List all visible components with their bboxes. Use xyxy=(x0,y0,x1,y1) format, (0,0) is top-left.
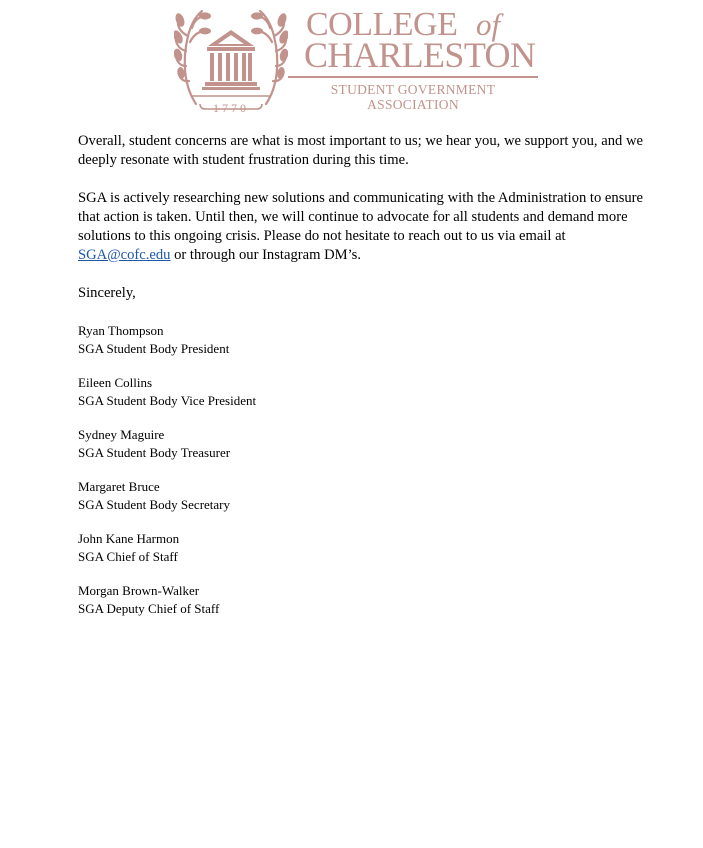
wordmark-of: of xyxy=(476,7,501,42)
sga-name-line-2: ASSOCIATION xyxy=(367,97,459,112)
paragraph-student-concerns: Overall, student concerns are what is most important to us; we hear you, we support you, and we deeply resonate with student frustration during this time. xyxy=(78,133,643,168)
signatory-title: SGA Student Body Treasurer xyxy=(78,444,231,460)
sga-name xyxy=(288,82,538,112)
signatory-name: Ryan Thompson xyxy=(78,323,164,338)
letterhead xyxy=(174,6,544,118)
signatory-name: Morgan Brown-Walker xyxy=(78,583,200,598)
signatory-title: SGA Student Body Secretary xyxy=(78,496,231,512)
wordmark-college: COLLEGE xyxy=(306,6,458,43)
signatory-title: SGA Student Body President xyxy=(78,340,230,356)
sga-name-line-1: STUDENT GOVERNMENT xyxy=(330,82,496,97)
letter-closing: Sincerely, xyxy=(78,285,136,301)
signatory-block xyxy=(78,582,658,617)
college-wordmark xyxy=(288,6,542,118)
wordmark-divider xyxy=(288,76,538,78)
signatory-block xyxy=(78,426,658,461)
signatory-name: Sydney Maguire xyxy=(78,427,165,442)
signatory-list xyxy=(78,322,658,617)
sga-email-link[interactable]: SGA@cofc.edu xyxy=(78,247,171,263)
signatory-block xyxy=(78,322,658,357)
signatory-block xyxy=(78,478,658,513)
seal-year: 1770 xyxy=(213,101,249,115)
signatory-title: SGA Student Body Vice President xyxy=(78,392,257,408)
college-seal-logo xyxy=(174,6,288,116)
letter-body xyxy=(78,132,658,634)
wordmark-charleston: CHARLESTON xyxy=(304,35,536,75)
signatory-name: Margaret Bruce xyxy=(78,479,160,494)
signatory-name: Eileen Collins xyxy=(78,375,153,390)
signatory-name: John Kane Harmon xyxy=(78,531,180,546)
paragraph-sga-action-tail: or through our Instagram DM’s. xyxy=(170,247,361,263)
paragraph-sga-action xyxy=(78,189,658,265)
signatory-title: SGA Deputy Chief of Staff xyxy=(78,600,220,616)
signatory-block xyxy=(78,374,658,409)
paragraph-sga-action-text: SGA is actively researching new solutions and communicating with the Administration to ensure that action is taken. Until then, we will continue to advocate for all students and demand more solutions to this ongoing crisis. Please do not hesitate to reach out to us via email at xyxy=(78,190,644,244)
signatory-block xyxy=(78,530,658,565)
signatory-title: SGA Chief of Staff xyxy=(78,548,178,564)
